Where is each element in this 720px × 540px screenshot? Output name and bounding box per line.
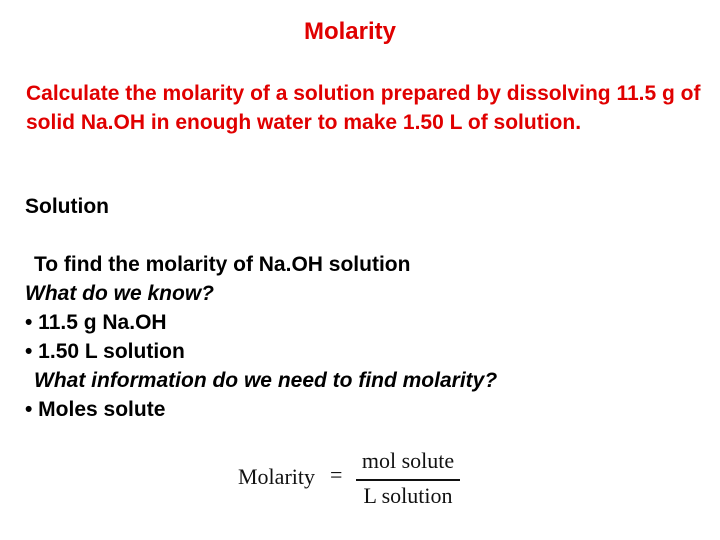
known-item-volume: • 1.50 L solution (25, 340, 185, 363)
formula-lhs: Molarity (238, 464, 315, 489)
known-item-mass: • 11.5 g Na.OH (25, 311, 167, 334)
formula-numerator: mol solute (361, 448, 455, 473)
page-title: Molarity (303, 18, 396, 45)
problem-statement: Calculate the molarity of a solution prepared by dissolving 11.5 g of solid Na.OH in enough water to make 1.50 L of solution. (26, 82, 701, 134)
known-question: What do we know? (25, 282, 214, 305)
goal-text: To find the molarity of Na.OH solution (34, 253, 411, 276)
molarity-formula (236, 446, 466, 512)
need-item-moles: • Moles solute (25, 398, 166, 421)
formula-denominator: L solution (363, 483, 453, 508)
need-question: What information do we need to find molarity? (34, 369, 498, 392)
fraction-bar (356, 479, 460, 481)
formula-equals: = (330, 462, 343, 487)
solution-heading: Solution (25, 195, 109, 218)
